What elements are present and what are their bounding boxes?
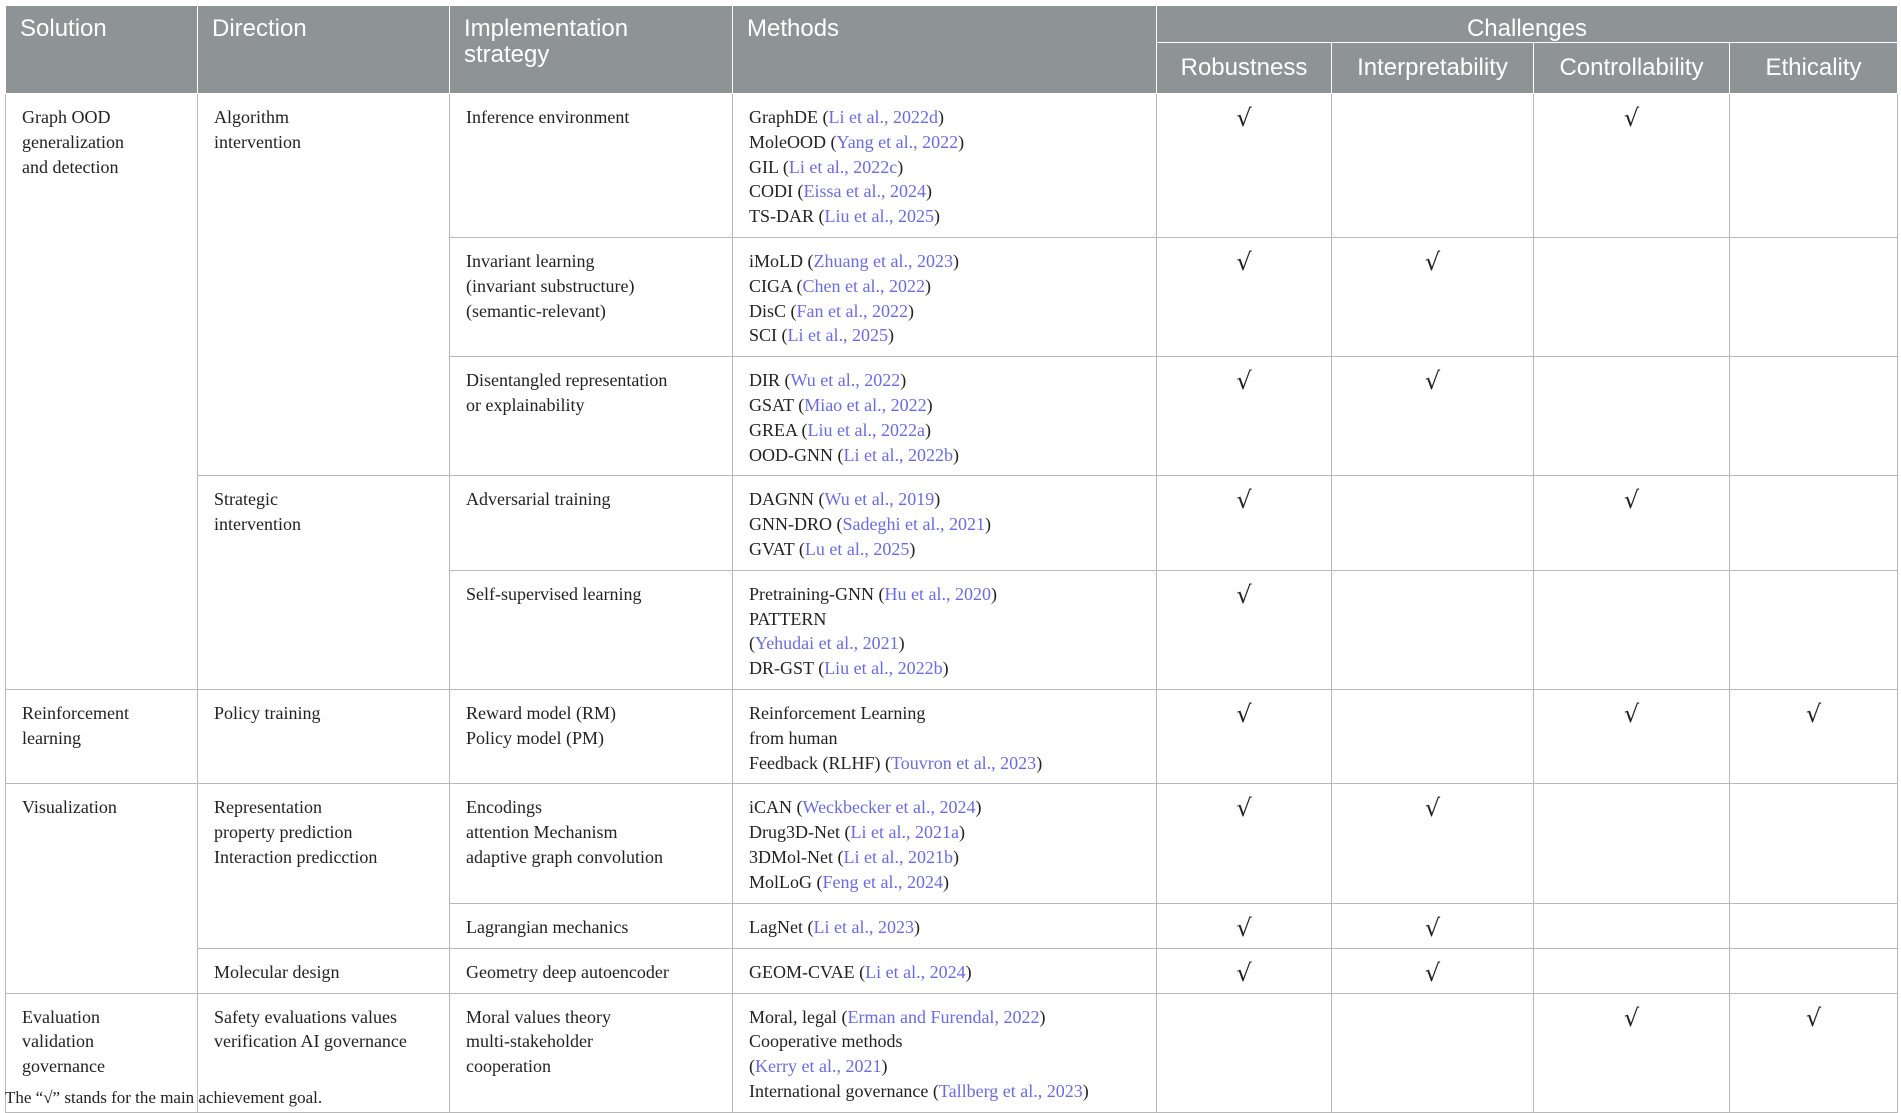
citation-link[interactable]: Eissa et al., 2024 bbox=[803, 181, 926, 202]
check-cell bbox=[1332, 237, 1534, 356]
method-line: LagNet (Li et al., 2023) bbox=[749, 916, 920, 937]
cell-text-line: Inference environment bbox=[466, 107, 630, 127]
cell-text-line: (semantic-relevant) bbox=[466, 300, 606, 321]
check-mark-icon: √ bbox=[1424, 794, 1441, 823]
citation-link[interactable]: Yang et al., 2022 bbox=[836, 131, 959, 152]
citation-link[interactable]: Li et al., 2021b bbox=[843, 846, 953, 867]
check-cell bbox=[1157, 476, 1332, 570]
method-name: MoleOOD bbox=[749, 131, 826, 152]
check-cell bbox=[1157, 903, 1332, 948]
check-cell bbox=[1730, 903, 1898, 948]
method-name: International governance bbox=[749, 1080, 929, 1101]
direction-cell bbox=[198, 94, 450, 476]
methods-cell bbox=[733, 237, 1157, 356]
method-name: Reinforcement Learning bbox=[749, 702, 926, 723]
header-methods: Methods bbox=[733, 6, 1157, 94]
method-line: MolLoG (Feng et al., 2024) bbox=[749, 871, 949, 892]
strategy-cell bbox=[450, 784, 733, 903]
table-row bbox=[6, 94, 1898, 238]
citation-link[interactable]: Fan et al., 2022 bbox=[796, 300, 908, 321]
check-mark-icon: √ bbox=[1236, 580, 1252, 609]
method-name: OOD-GNN bbox=[749, 444, 833, 465]
method-name: DR-GST bbox=[749, 658, 814, 679]
strategy-cell bbox=[450, 357, 733, 476]
citation-link[interactable]: Li et al., 2024 bbox=[865, 961, 966, 982]
header-solution: Solution bbox=[6, 6, 198, 94]
cell-text-line: intervention bbox=[214, 131, 301, 152]
table-row bbox=[6, 689, 1898, 783]
method-line: CIGA (Chen et al., 2022) bbox=[749, 275, 931, 296]
method-line: GSAT (Miao et al., 2022) bbox=[749, 394, 933, 415]
check-mark-icon: √ bbox=[1424, 247, 1441, 276]
cell-text-line: Adversarial training bbox=[466, 489, 611, 510]
direction-cell bbox=[198, 948, 450, 993]
check-cell bbox=[1534, 94, 1730, 238]
method-line: GEOM-CVAE (Li et al., 2024) bbox=[749, 961, 972, 982]
cell-text-line: Policy model (PM) bbox=[466, 727, 604, 748]
cell-text-line: Invariant learning bbox=[466, 250, 595, 271]
method-line: Drug3D-Net (Li et al., 2021a) bbox=[749, 822, 965, 843]
method-name: from human bbox=[749, 727, 838, 748]
method-line: DisC (Fan et al., 2022) bbox=[749, 300, 914, 321]
header-controllability: Controllability bbox=[1534, 43, 1730, 94]
method-name: TS-DAR bbox=[749, 206, 815, 227]
method-line: iCAN (Weckbecker et al., 2024) bbox=[749, 797, 982, 818]
method-line: GVAT (Lu et al., 2025) bbox=[749, 538, 916, 559]
method-line: 3DMol-Net (Li et al., 2021b) bbox=[749, 846, 959, 867]
check-cell bbox=[1332, 903, 1534, 948]
methods-cell bbox=[733, 784, 1157, 903]
citation-link[interactable]: Hu et al., 2020 bbox=[884, 583, 991, 604]
check-mark-icon: √ bbox=[1623, 699, 1640, 728]
check-mark-icon: √ bbox=[1236, 913, 1252, 942]
cell-text-line: Encodings bbox=[466, 797, 542, 818]
check-cell bbox=[1730, 357, 1898, 476]
direction-cell bbox=[198, 476, 450, 690]
method-line: (Yehudai et al., 2021) bbox=[749, 633, 905, 654]
cell-text-line: Visualization bbox=[22, 797, 117, 818]
cell-text-line: or explainability bbox=[466, 394, 585, 415]
solution-cell bbox=[6, 94, 198, 690]
table-footnote: The “√” stands for the main achievement goal. bbox=[5, 1088, 323, 1107]
header-strategy: Implementation strategy bbox=[450, 6, 733, 94]
cell-text-line: Representation bbox=[214, 797, 322, 818]
check-cell bbox=[1332, 357, 1534, 476]
check-cell bbox=[1332, 993, 1534, 1112]
method-name: iCAN bbox=[749, 797, 793, 818]
cell-text-line: Reinforcement bbox=[22, 702, 129, 723]
check-cell bbox=[1730, 476, 1898, 570]
citation-link[interactable]: Zhuang et al., 2023 bbox=[813, 250, 953, 271]
citation-link[interactable]: Chen et al., 2022 bbox=[802, 275, 925, 296]
method-name: GraphDE bbox=[749, 107, 818, 127]
cell-text-line: attention Mechanism bbox=[466, 822, 618, 843]
check-cell bbox=[1157, 993, 1332, 1112]
methods-cell bbox=[733, 993, 1157, 1112]
method-name: Moral, legal bbox=[749, 1006, 837, 1027]
method-name: GSAT bbox=[749, 394, 794, 415]
check-cell bbox=[1730, 570, 1898, 689]
citation-link[interactable]: Li et al., 2022b bbox=[843, 444, 953, 465]
check-cell bbox=[1534, 357, 1730, 476]
strategy-cell bbox=[450, 903, 733, 948]
method-name: DIR bbox=[749, 370, 780, 391]
citation-link[interactable]: Yehudai et al., 2021 bbox=[755, 633, 899, 654]
cell-text-line: Safety evaluations values bbox=[214, 1006, 397, 1027]
check-cell bbox=[1332, 948, 1534, 993]
check-mark-icon: √ bbox=[1236, 958, 1252, 987]
method-name: 3DMol-Net bbox=[749, 846, 833, 867]
cell-text-line: verification AI governance bbox=[214, 1031, 407, 1052]
method-line: GREA (Liu et al., 2022a) bbox=[749, 419, 931, 440]
strategy-cell bbox=[450, 993, 733, 1112]
cell-text-line: Graph OOD bbox=[22, 107, 111, 127]
cell-text-line: cooperation bbox=[466, 1056, 551, 1077]
method-name: iMoLD bbox=[749, 250, 803, 271]
header-row bbox=[6, 6, 1898, 43]
method-name: GREA bbox=[749, 419, 798, 440]
check-mark-icon: √ bbox=[1805, 1003, 1822, 1032]
method-line: CODI (Eissa et al., 2024) bbox=[749, 181, 932, 202]
citation-link[interactable]: Touvron et al., 2023 bbox=[890, 752, 1037, 773]
cell-text-line: Geometry deep autoencoder bbox=[466, 961, 669, 982]
methods-cell bbox=[733, 94, 1157, 238]
method-line: TS-DAR (Liu et al., 2025) bbox=[749, 206, 940, 227]
check-cell bbox=[1730, 689, 1898, 783]
header-ethicality: Ethicality bbox=[1730, 43, 1898, 94]
method-name: GEOM-CVAE bbox=[749, 961, 855, 982]
cell-text-line: generalization bbox=[22, 131, 124, 152]
check-cell bbox=[1534, 570, 1730, 689]
method-name: CIGA bbox=[749, 275, 793, 296]
cell-text-line: Policy training bbox=[214, 702, 321, 723]
check-cell bbox=[1730, 993, 1898, 1112]
citation-link[interactable]: Erman and Furendal, 2022 bbox=[847, 1006, 1040, 1027]
cell-text-line: Evaluation bbox=[22, 1006, 100, 1027]
cell-text-line: Moral values theory bbox=[466, 1006, 611, 1027]
check-cell bbox=[1332, 570, 1534, 689]
check-cell bbox=[1730, 784, 1898, 903]
method-line: International governance (Tallberg et al., 2023) bbox=[749, 1080, 1089, 1101]
check-cell bbox=[1332, 94, 1534, 238]
method-name: DisC bbox=[749, 300, 787, 321]
method-line: DAGNN (Wu et al., 2019) bbox=[749, 489, 941, 510]
check-cell bbox=[1157, 689, 1332, 783]
method-line bbox=[749, 1029, 1140, 1054]
solution-cell bbox=[6, 689, 198, 783]
citation-link[interactable]: Lu et al., 2025 bbox=[804, 538, 910, 559]
strategy-cell bbox=[450, 94, 733, 238]
check-mark-icon: √ bbox=[1236, 486, 1252, 515]
check-mark-icon: √ bbox=[1424, 367, 1441, 396]
strategy-cell bbox=[450, 237, 733, 356]
check-mark-icon: √ bbox=[1623, 1003, 1640, 1032]
method-line: MoleOOD (Yang et al., 2022) bbox=[749, 131, 965, 152]
cell-text-line: multi-stakeholder bbox=[466, 1031, 593, 1052]
citation-link[interactable]: Liu et al., 2022a bbox=[807, 419, 925, 440]
check-cell bbox=[1332, 476, 1534, 570]
method-line: OOD-GNN (Li et al., 2022b) bbox=[749, 444, 959, 465]
header-direction: Direction bbox=[198, 6, 450, 94]
citation-link[interactable]: Li et al., 2022d bbox=[828, 107, 938, 127]
header-challenges: Challenges bbox=[1157, 6, 1898, 43]
methods-cell bbox=[733, 570, 1157, 689]
citation-link[interactable]: Wu et al., 2022 bbox=[790, 370, 901, 391]
check-mark-icon: √ bbox=[1424, 913, 1441, 942]
method-name: Drug3D-Net bbox=[749, 822, 840, 843]
method-line: Moral, legal (Erman and Furendal, 2022) bbox=[749, 1006, 1046, 1027]
check-mark-icon: √ bbox=[1805, 699, 1822, 728]
table-row bbox=[6, 948, 1898, 993]
method-line bbox=[749, 701, 1140, 726]
method-name: DAGNN bbox=[749, 489, 814, 510]
check-cell bbox=[1157, 357, 1332, 476]
cell-text-line: adaptive graph convolution bbox=[466, 846, 663, 867]
citation-link[interactable]: Liu et al., 2025 bbox=[824, 206, 934, 227]
cell-text-line: Disentangled representation bbox=[466, 370, 668, 391]
citation-link[interactable]: Kerry et al., 2021 bbox=[755, 1056, 882, 1077]
direction-cell bbox=[198, 689, 450, 783]
method-name: Pretraining-GNN bbox=[749, 583, 874, 604]
check-mark-icon: √ bbox=[1236, 104, 1252, 132]
cell-text-line: governance bbox=[22, 1056, 105, 1077]
method-name: Cooperative methods bbox=[749, 1031, 903, 1052]
method-line: Feedback (RLHF) (Touvron et al., 2023) bbox=[749, 752, 1043, 773]
strategy-cell bbox=[450, 476, 733, 570]
cell-text-line: and detection bbox=[22, 156, 119, 177]
cell-text-line: learning bbox=[22, 727, 81, 748]
methods-cell bbox=[733, 903, 1157, 948]
direction-cell bbox=[198, 784, 450, 948]
cell-text-line: Reward model (RM) bbox=[466, 702, 616, 723]
method-line: iMoLD (Zhuang et al., 2023) bbox=[749, 250, 959, 271]
check-cell bbox=[1157, 570, 1332, 689]
check-cell bbox=[1157, 237, 1332, 356]
method-name: GVAT bbox=[749, 538, 795, 559]
citation-link[interactable]: Feng et al., 2024 bbox=[822, 871, 943, 892]
citation-link[interactable]: Li et al., 2023 bbox=[813, 916, 914, 937]
citation-link[interactable]: Li et al., 2022c bbox=[788, 156, 898, 177]
table-row bbox=[6, 784, 1898, 903]
method-name: Feedback (RLHF) bbox=[749, 752, 881, 773]
header-interpretability: Interpretability bbox=[1332, 43, 1534, 94]
challenges-table bbox=[5, 5, 1898, 1113]
solution-cell bbox=[6, 784, 198, 993]
method-name: MolLoG bbox=[749, 871, 812, 892]
check-cell bbox=[1157, 948, 1332, 993]
check-mark-icon: √ bbox=[1623, 486, 1640, 515]
methods-cell bbox=[733, 948, 1157, 993]
cell-text-line: Lagrangian mechanics bbox=[466, 916, 629, 937]
citation-link[interactable]: Li et al., 2021a bbox=[850, 822, 959, 843]
table-row bbox=[6, 476, 1898, 570]
method-line: GNN-DRO (Sadeghi et al., 2021) bbox=[749, 514, 991, 535]
method-name: GNN-DRO bbox=[749, 514, 832, 535]
check-mark-icon: √ bbox=[1623, 104, 1640, 132]
method-line: GraphDE (Li et al., 2022d) bbox=[749, 107, 944, 127]
check-cell bbox=[1534, 784, 1730, 903]
check-mark-icon: √ bbox=[1424, 958, 1441, 987]
check-mark-icon: √ bbox=[1236, 699, 1252, 728]
cell-text-line: Molecular design bbox=[214, 961, 340, 982]
method-line: SCI (Li et al., 2025) bbox=[749, 325, 894, 346]
method-line bbox=[749, 726, 1140, 751]
cell-text-line: Algorithm bbox=[214, 107, 289, 127]
method-name: PATTERN bbox=[749, 608, 827, 629]
check-cell bbox=[1157, 94, 1332, 238]
check-cell bbox=[1730, 948, 1898, 993]
strategy-cell bbox=[450, 570, 733, 689]
citation-link[interactable]: Sadeghi et al., 2021 bbox=[842, 514, 985, 535]
check-cell bbox=[1534, 993, 1730, 1112]
citation-link[interactable]: Miao et al., 2022 bbox=[804, 394, 927, 415]
method-name: LagNet bbox=[749, 916, 803, 937]
methods-cell bbox=[733, 689, 1157, 783]
check-cell bbox=[1730, 94, 1898, 238]
header-robustness: Robustness bbox=[1157, 43, 1332, 94]
method-name: SCI bbox=[749, 325, 778, 346]
strategy-cell bbox=[450, 948, 733, 993]
strategy-cell bbox=[450, 689, 733, 783]
cell-text-line: property prediction bbox=[214, 822, 353, 843]
check-cell bbox=[1534, 948, 1730, 993]
method-name: GIL bbox=[749, 156, 779, 177]
method-name: CODI bbox=[749, 181, 793, 202]
check-cell bbox=[1534, 903, 1730, 948]
check-mark-icon: √ bbox=[1236, 247, 1252, 276]
methods-cell bbox=[733, 476, 1157, 570]
citation-link[interactable]: Tallberg et al., 2023 bbox=[938, 1080, 1083, 1101]
citation-link[interactable]: Wu et al., 2019 bbox=[824, 489, 935, 510]
check-cell bbox=[1332, 784, 1534, 903]
cell-text-line: validation bbox=[22, 1031, 94, 1052]
check-mark-icon: √ bbox=[1236, 367, 1252, 396]
cell-text-line: (invariant substructure) bbox=[466, 275, 635, 296]
method-line: DIR (Wu et al., 2022) bbox=[749, 370, 907, 391]
check-cell bbox=[1332, 689, 1534, 783]
cell-text-line: Interaction predicction bbox=[214, 846, 378, 867]
method-line bbox=[749, 607, 1140, 632]
cell-text-line: Strategic bbox=[214, 489, 278, 510]
citation-link[interactable]: Liu et al., 2022b bbox=[824, 658, 943, 679]
cell-text-line: intervention bbox=[214, 514, 301, 535]
check-cell bbox=[1157, 784, 1332, 903]
method-line: GIL (Li et al., 2022c) bbox=[749, 156, 904, 177]
check-cell bbox=[1730, 237, 1898, 356]
check-cell bbox=[1534, 476, 1730, 570]
cell-text-line: Self-supervised learning bbox=[466, 583, 642, 604]
methods-cell bbox=[733, 357, 1157, 476]
check-mark-icon: √ bbox=[1236, 794, 1252, 823]
method-line: Pretraining-GNN (Hu et al., 2020) bbox=[749, 583, 997, 604]
citation-link[interactable]: Weckbecker et al., 2024 bbox=[802, 797, 976, 818]
check-cell bbox=[1534, 689, 1730, 783]
method-line: (Kerry et al., 2021) bbox=[749, 1056, 888, 1077]
check-cell bbox=[1534, 237, 1730, 356]
method-line: DR-GST (Liu et al., 2022b) bbox=[749, 658, 949, 679]
citation-link[interactable]: Li et al., 2025 bbox=[787, 325, 888, 346]
